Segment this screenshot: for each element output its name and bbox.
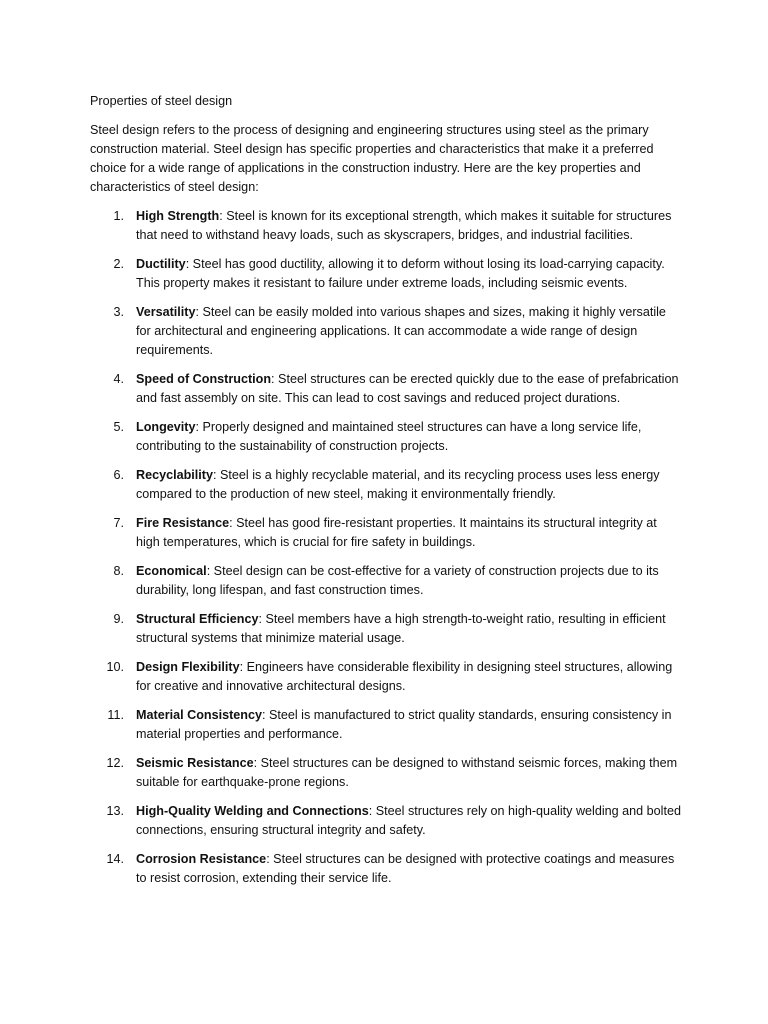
- list-item-number: 12.: [106, 756, 124, 770]
- list-item-number: 13.: [106, 804, 124, 818]
- list-item-text: : Steel structures can be designed with protective coatings and measures to resist corrosion, extending their service life.: [136, 852, 675, 885]
- list-item: [90, 255, 682, 293]
- list-item-text: : Steel is a highly recyclable material, and its recycling process uses less energy compared to the production of new steel, making it environmentally friendly.: [136, 468, 660, 501]
- list-item-text: : Steel can be easily molded into various shapes and sizes, making it highly versatile for architectural and engineering applications. It can accommodate a wide range of design requirements.: [136, 305, 666, 357]
- list-item-text: : Steel has good ductility, allowing it to deform without losing its load-carrying capacity. This property makes it resistant to failure under extreme loads, including seismic events.: [136, 257, 665, 290]
- list-item-text: : Properly designed and maintained steel structures can have a long service life, contributing to the sustainability of construction projects.: [136, 420, 642, 453]
- list-item: [90, 466, 682, 504]
- list-item: [90, 303, 682, 360]
- list-item-text: : Steel is known for its exceptional strength, which makes it suitable for structures that need to withstand heavy loads, such as skyscrapers, bridges, and industrial facilities.: [136, 209, 672, 242]
- list-item-text: : Steel structures can be erected quickly due to the ease of prefabrication and fast assembly on site. This can lead to cost savings and reduced project durations.: [136, 372, 679, 405]
- list-item-number: 4.: [113, 372, 124, 386]
- list-item-number: 14.: [106, 852, 124, 866]
- list-item-term: Seismic Resistance: [136, 756, 254, 770]
- document-body: [90, 92, 682, 898]
- list-item-number: 8.: [113, 564, 124, 578]
- list-item: [90, 418, 682, 456]
- list-item-number: 1.: [113, 209, 124, 223]
- list-item-number: 9.: [113, 612, 124, 626]
- list-item-number: 6.: [113, 468, 124, 482]
- list-item-term: Speed of Construction: [136, 372, 272, 386]
- intro-paragraph: Steel design refers to the process of designing and engineering structures using steel as the primary construction material. Steel design has specific properties and characteristics that make it a preferred choice for a wide range of applications in the construction industry. Here are the key properties and characteristics of steel design:: [90, 123, 654, 194]
- list-item-term: Fire Resistance: [136, 516, 230, 530]
- list-item: [90, 514, 682, 552]
- list-item-term: Design Flexibility: [136, 660, 240, 674]
- list-item: [90, 658, 682, 696]
- list-item-term: Material Consistency: [136, 708, 262, 722]
- properties-list: [90, 207, 682, 888]
- list-item-number: 3.: [113, 305, 124, 319]
- list-item-number: 7.: [113, 516, 124, 530]
- list-item-term: Economical: [136, 564, 207, 578]
- list-item-text: : Engineers have considerable flexibility in designing steel structures, allowing for creative and innovative architectural designs.: [136, 660, 673, 693]
- list-item-term: Recyclability: [136, 468, 214, 482]
- list-item: [90, 754, 682, 792]
- list-item-number: 11.: [107, 708, 124, 722]
- list-item: [90, 850, 682, 888]
- list-item: [90, 370, 682, 408]
- list-item-term: Corrosion Resistance: [136, 852, 267, 866]
- list-item-number: 2.: [113, 257, 124, 271]
- list-item-term: High Strength: [136, 209, 220, 223]
- list-item-text: : Steel has good fire-resistant properties. It maintains its structural integrity at high temperatures, which is crucial for fire safety in buildings.: [136, 516, 657, 549]
- list-item-text: : Steel structures can be designed to withstand seismic forces, making them suitable for earthquake-prone regions.: [136, 756, 678, 789]
- list-item-term: Ductility: [136, 257, 186, 271]
- list-item: [90, 706, 682, 744]
- list-item-text: : Steel members have a high strength-to-weight ratio, resulting in efficient structural systems that minimize material usage.: [136, 612, 666, 645]
- list-item: [90, 562, 682, 600]
- list-item-term: Structural Efficiency: [136, 612, 259, 626]
- list-item-term: High-Quality Welding and Connections: [136, 804, 369, 818]
- list-item-number: 10.: [106, 660, 124, 674]
- list-item: [90, 207, 682, 245]
- list-item: [90, 610, 682, 648]
- list-item: [90, 802, 682, 840]
- list-item-term: Longevity: [136, 420, 196, 434]
- list-item-number: 5.: [113, 420, 124, 434]
- document-title: Properties of steel design: [90, 94, 233, 108]
- list-item-text: : Steel design can be cost-effective for a variety of construction projects due to its durability, long lifespan, and fast construction times.: [136, 564, 659, 597]
- list-item-text: : Steel structures rely on high-quality welding and bolted connections, ensuring structural integrity and safety.: [136, 804, 681, 837]
- list-item-term: Versatility: [136, 305, 196, 319]
- list-item-text: : Steel is manufactured to strict quality standards, ensuring consistency in material properties and performance.: [136, 708, 672, 741]
